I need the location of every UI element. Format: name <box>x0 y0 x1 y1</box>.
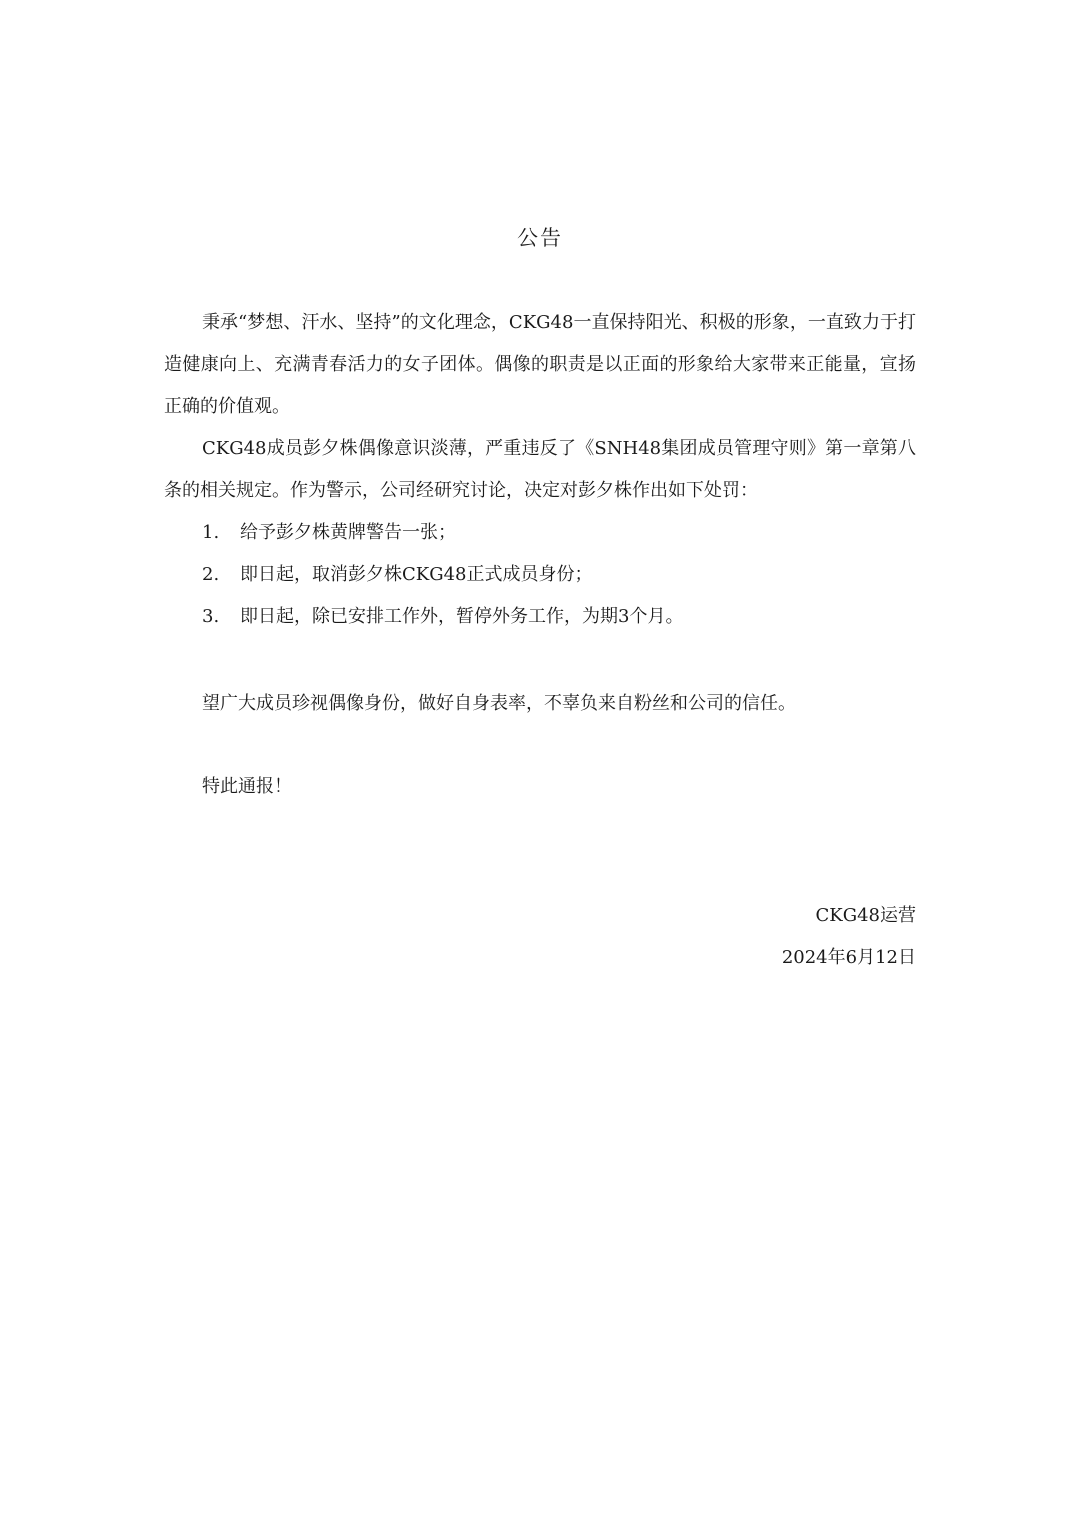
penalty-item <box>202 596 916 638</box>
penalty-item <box>202 554 916 596</box>
signature-date: 2024年6月12日 <box>781 947 916 968</box>
paragraph-violation: CKG48成员彭夕株偶像意识淡薄，严重违反了《SNH48集团成员管理守则》第一章第八条的相关规定。作为警示，公司经研究讨论，决定对彭夕株作出如下处罚： <box>164 438 916 501</box>
closing-paragraph: 望广大成员珍视偶像身份，做好自身表率，不辜负来自粉丝和公司的信任。 <box>202 693 796 714</box>
penalty-text: 给予彭夕株黄牌警告一张； <box>240 522 456 543</box>
penalty-text: 即日起，取消彭夕株CKG48正式成员身份； <box>240 564 593 585</box>
penalty-text: 即日起，除已安排工作外，暂停外务工作，为期3个月。 <box>240 606 684 627</box>
penalty-number: 1. <box>202 522 220 543</box>
penalty-number: 2. <box>202 564 220 585</box>
penalty-item <box>202 512 916 554</box>
penalty-list <box>202 512 916 638</box>
page-title: 公告 <box>517 226 563 250</box>
signature-org: CKG48运营 <box>815 905 916 926</box>
penalty-number: 3. <box>202 606 220 627</box>
signature-block <box>782 895 916 979</box>
notice-line: 特此通报！ <box>202 776 292 797</box>
paragraph-culture: 秉承“梦想、汗水、坚持”的文化理念，CKG48一直保持阳光、积极的形象，一直致力于打造健康向上、充满青春活力的女子团体。偶像的职责是以正面的形象给大家带来正能量，宣扬正确的价值观。 <box>164 312 916 417</box>
